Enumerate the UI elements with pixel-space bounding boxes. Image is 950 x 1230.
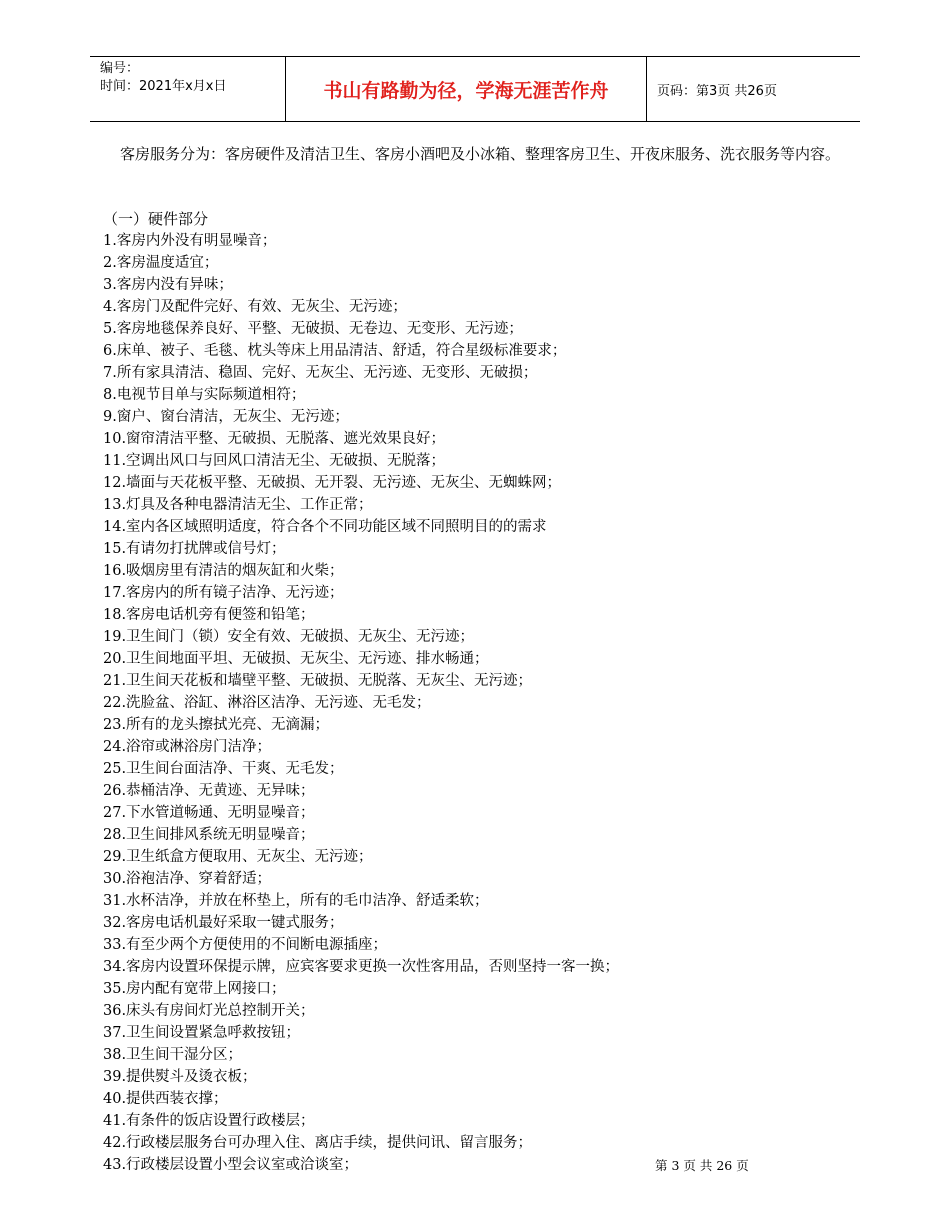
list-item: 18.客房电话机旁有便签和铅笔；	[103, 607, 315, 623]
list-item: 5.客房地毯保养良好、平整、无破损、无卷边、无变形、无污迹；	[103, 321, 523, 337]
page-footer: 第 3 页 共 26 页	[655, 1158, 749, 1173]
header-table	[90, 56, 860, 122]
list-item: 23.所有的龙头擦拭光亮、无滴漏；	[103, 717, 330, 733]
list-item: 29.卫生纸盒方便取用、无灰尘、无污迹；	[103, 849, 373, 865]
page-info: 页码：第3页 共26页	[657, 83, 777, 99]
list-item: 24.浴帘或淋浴房门洁净；	[103, 739, 272, 755]
time-label: 时间：2021年x月x日	[100, 79, 227, 94]
list-item: 33.有至少两个方便使用的不间断电源插座；	[103, 937, 388, 953]
list-item: 10.窗帘清洁平整、无破损、无脱落、遮光效果良好；	[103, 431, 446, 447]
list-item: 38.卫生间干湿分区；	[103, 1047, 243, 1063]
list-item: 20.卫生间地面平坦、无破损、无灰尘、无污迹、排水畅通；	[103, 651, 489, 667]
list-item: 4.客房门及配件完好、有效、无灰尘、无污迹；	[103, 299, 407, 315]
list-item: 32.客房电话机最好采取一键式服务；	[103, 915, 344, 931]
list-item: 14.室内各区域照明适度，符合各个不同功能区域不同照明目的的需求	[103, 519, 547, 535]
list-item: 43.行政楼层设置小型会议室或洽谈室；	[103, 1157, 359, 1173]
list-item: 21.卫生间天花板和墙壁平整、无破损、无脱落、无灰尘、无污迹；	[103, 673, 533, 689]
list-item: 37.卫生间设置紧急呼救按钮；	[103, 1025, 301, 1041]
list-item: 30.浴袍洁净、穿着舒适；	[103, 871, 272, 887]
list-item: 19.卫生间门（锁）安全有效、无破损、无灰尘、无污迹；	[103, 629, 475, 645]
section-title: （一）硬件部分	[103, 210, 209, 228]
hardware-list	[103, 230, 619, 1176]
motto: 书山有路勤为径，学海无涯苦作舟	[285, 57, 647, 121]
list-item: 26.恭桶洁净、无黄迹、无异味；	[103, 783, 315, 799]
list-item: 35.房内配有宽带上网接口；	[103, 981, 286, 997]
header-meta	[90, 57, 285, 121]
list-item: 11.空调出风口与回风口清洁无尘、无破损、无脱落；	[103, 453, 446, 469]
list-item: 40.提供西装衣撑；	[103, 1091, 228, 1107]
list-item: 6.床单、被子、毛毯、枕头等床上用品清洁、舒适，符合星级标准要求；	[103, 343, 567, 359]
list-item: 1.客房内外没有明显噪音；	[103, 233, 277, 249]
list-item: 25.卫生间台面洁净、干爽、无毛发；	[103, 761, 344, 777]
list-item: 2.客房温度适宜；	[103, 255, 219, 271]
list-item: 3.客房内没有异味；	[103, 277, 233, 293]
number-label: 编号：	[100, 61, 140, 76]
list-item: 22.洗脸盆、浴缸、淋浴区洁净、无污迹、无毛发；	[103, 695, 431, 711]
list-item: 41.有条件的饭店设置行政楼层；	[103, 1113, 315, 1129]
list-item: 39.提供熨斗及烫衣板；	[103, 1069, 257, 1085]
list-item: 12.墙面与天花板平整、无破损、无开裂、无污迹、无灰尘、无蜘蛛网；	[103, 475, 562, 491]
list-item: 31.水杯洁净，并放在杯垫上，所有的毛巾洁净、舒适柔软；	[103, 893, 489, 909]
list-item: 8.电视节目单与实际频道相符；	[103, 387, 306, 403]
list-item: 16.吸烟房里有清洁的烟灰缸和火柴；	[103, 563, 344, 579]
list-item: 9.窗户、窗台清洁，无灰尘、无污迹；	[103, 409, 349, 425]
list-item: 7.所有家具清洁、稳固、完好、无灰尘、无污迹、无变形、无破损；	[103, 365, 538, 381]
list-item: 13.灯具及各种电器清洁无尘、工作正常；	[103, 497, 373, 513]
list-item: 17.客房内的所有镜子洁净、无污迹；	[103, 585, 344, 601]
list-item: 28.卫生间排风系统无明显噪音；	[103, 827, 315, 843]
list-item: 27.下水管道畅通、无明显噪音；	[103, 805, 315, 821]
list-item: 42.行政楼层服务台可办理入住、离店手续，提供问讯、留言服务；	[103, 1135, 533, 1151]
list-item: 36.床头有房间灯光总控制开关；	[103, 1003, 315, 1019]
intro-paragraph: 客房服务分为：客房硬件及清洁卫生、客房小酒吧及小冰箱、整理客房卫生、开夜床服务、洗衣服务等内容。	[120, 145, 841, 163]
list-item: 34.客房内设置环保提示牌，应宾客要求更换一次性客用品，否则坚持一客一换；	[103, 959, 620, 975]
list-item: 15.有请勿打扰牌或信号灯；	[103, 541, 286, 557]
